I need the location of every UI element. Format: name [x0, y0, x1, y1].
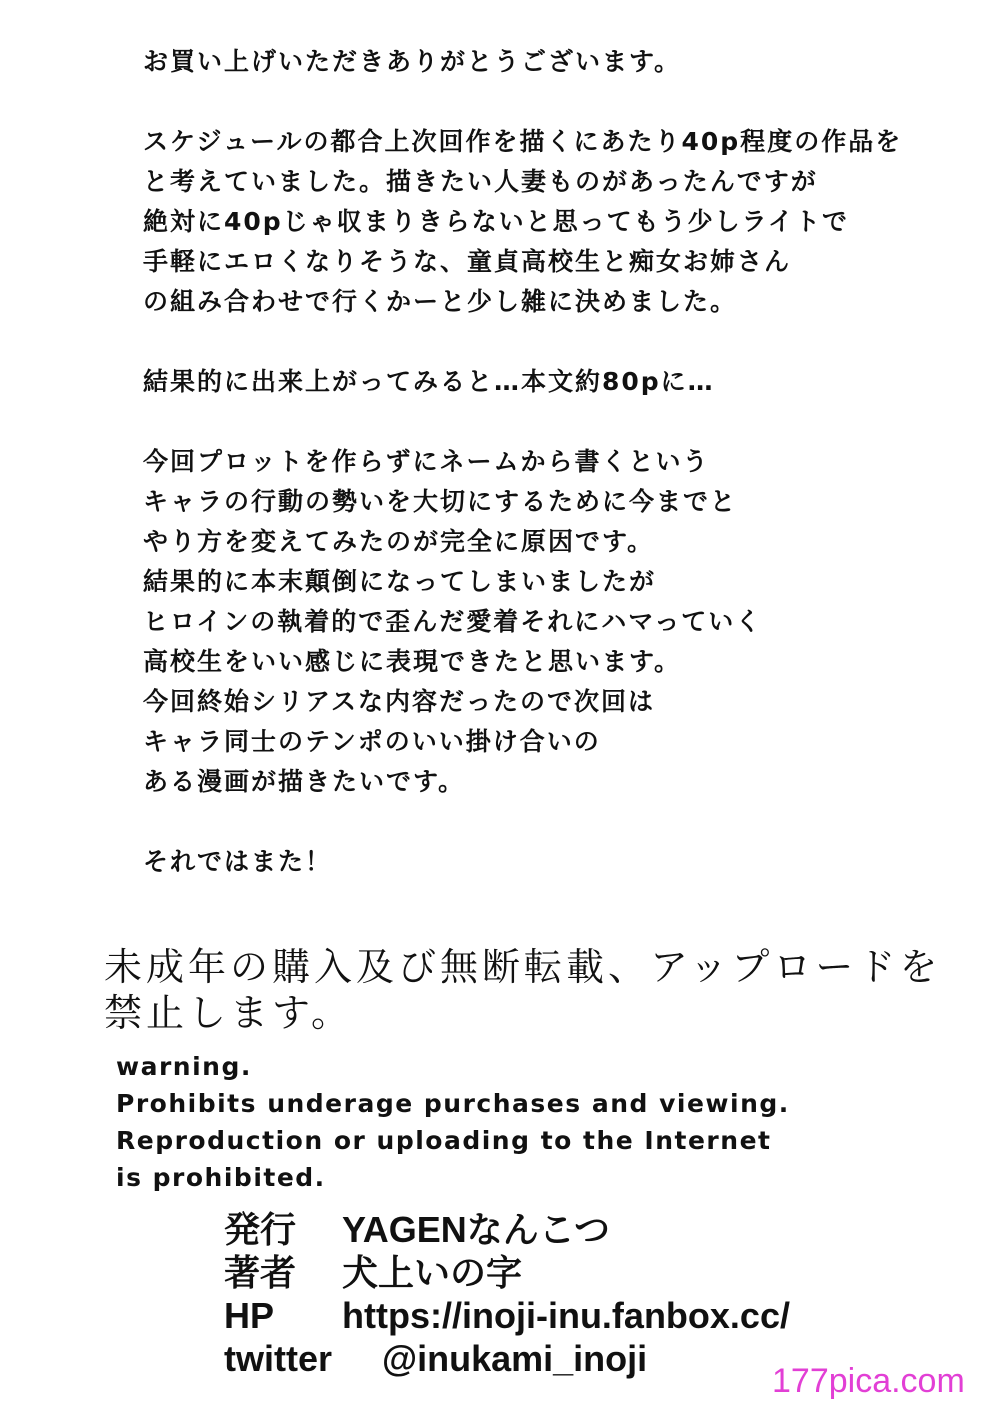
paragraph-reason	[143, 442, 963, 802]
credit-homepage	[224, 1294, 944, 1337]
text-line: スケジュールの都合上次回作を描くにあたり40p程度の作品を	[143, 127, 903, 156]
greeting-text: お買い上げいただきありがとうございます。	[143, 47, 682, 76]
twitter-handle-link[interactable]: @inukami_inoji	[382, 1338, 648, 1379]
prohibition-line: 未成年の購入及び無断転載、アップロードを	[104, 945, 942, 989]
text-line: ヒロインの執着的で歪んだ愛着それにハマっていく	[143, 607, 763, 636]
site-watermark: 177pica.com	[772, 1362, 965, 1400]
prohibition-notice	[104, 944, 964, 1036]
credits	[224, 1208, 944, 1380]
credit-key: 著者	[224, 1252, 297, 1293]
text-line: やり方を変えてみたのが完全に原因です。	[143, 527, 655, 556]
text-line: の組み合わせで行くかーと少し雑に決めました。	[143, 287, 738, 316]
text-line: 手軽にエロくなりそうな、童貞高校生と痴女お姉さん	[143, 247, 792, 276]
homepage-link[interactable]: https://inoji-inu.fanbox.cc/	[342, 1295, 790, 1336]
text-line: キャラの行動の勢いを大切にするために今までと	[143, 487, 738, 516]
text-line: 高校生をいい感じに表現できたと思います。	[143, 647, 682, 676]
result-text: 結果的に出来上がってみると…本文約80pに…	[143, 367, 715, 396]
prohibition-line: 禁止します。	[104, 991, 353, 1035]
paragraph-schedule	[143, 122, 963, 322]
warning-line: is prohibited.	[116, 1163, 326, 1192]
text-line: と考えていました。描きたい人妻ものがあったんですが	[143, 167, 818, 196]
warning-line: Reproduction or uploading to the Internet	[116, 1126, 772, 1155]
text-line: キャラ同士のテンポのいい掛け合いの	[143, 727, 601, 756]
credit-value: 犬上いの字	[342, 1252, 523, 1293]
english-warning	[116, 1048, 976, 1196]
warning-line: Prohibits underage purchases and viewing.	[116, 1089, 790, 1118]
credit-key: twitter	[224, 1338, 332, 1379]
text-line: 絶対に40pじゃ収まりきらないと思ってもう少しライトで	[143, 207, 849, 236]
credit-value: YAGENなんこつ	[342, 1209, 610, 1250]
afterword	[143, 42, 963, 882]
text-line: 今回終始シリアスな内容だったので次回は	[143, 687, 656, 716]
credit-key: 発行	[224, 1209, 297, 1250]
text-line: ある漫画が描きたいです。	[143, 767, 466, 796]
text-line: 結果的に本末顛倒になってしまいましたが	[143, 567, 657, 596]
credit-author	[224, 1251, 944, 1294]
warning-line: warning.	[116, 1052, 252, 1081]
credit-key: HP	[224, 1295, 275, 1336]
closing-text: それではまた！	[143, 847, 333, 876]
credit-publisher	[224, 1208, 944, 1251]
text-line: 今回プロットを作らずにネームから書くという	[143, 447, 710, 476]
